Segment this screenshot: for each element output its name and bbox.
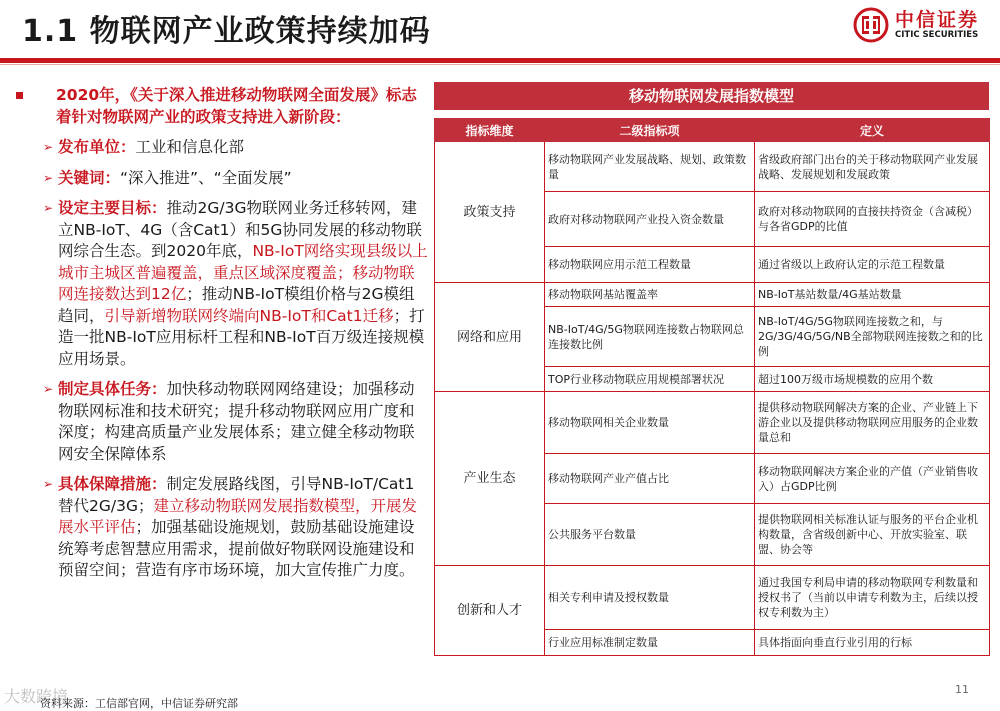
policy-text-column — [16, 84, 428, 582]
title-divider-thin — [0, 64, 1000, 65]
definition-cell: 超过100万级市场规模数的应用个数 — [755, 367, 990, 392]
title-divider — [0, 58, 1000, 63]
lead-paragraph — [16, 84, 428, 128]
dimension-cell: 政策支持 — [435, 142, 545, 283]
source-note: 资料来源：工信部官网，中信证券研究部 — [40, 697, 238, 710]
table-row — [435, 392, 990, 454]
goals-highlight-1: NB-IoT网络实现县级以上城市主城区普遍覆盖，重点区域深度覆盖；移动物联网连接数达到12亿 — [58, 242, 428, 303]
header-item: 二级指标项 — [545, 119, 755, 142]
arrow-bullet-icon: ➢ — [43, 201, 54, 215]
bullet-tasks — [16, 379, 428, 465]
table-row — [435, 283, 990, 307]
goals-text-3: ；打造一批NB-IoT应用标杆工程和NB-IoT百万级连接规模应用场景。 — [58, 306, 425, 368]
keywords-label: 关键词： — [58, 168, 121, 187]
definition-cell: NB-IoT/4G/5G物联网连接数之和，与2G/3G/4G/5G/NB全部物联网连接数之和的比例 — [755, 307, 990, 367]
item-cell: TOP行业移动物联应用规模部署状况 — [545, 367, 755, 392]
table-row — [435, 566, 990, 630]
publisher-label: 发布单位： — [58, 138, 136, 156]
keywords-value: “深入推进”、“全面发展” — [120, 168, 292, 187]
definition-cell: 具体指面向垂直行业引用的行标 — [755, 630, 990, 656]
item-cell: 移动物联网产业发展战略、规划、政策数量 — [545, 142, 755, 192]
logo-text-cn: 中信证券 — [895, 9, 980, 31]
bullet-publisher — [16, 137, 428, 159]
dimension-cell: 创新和人才 — [435, 566, 545, 656]
definition-cell: 提供物联网相关标准认证与服务的平台企业机构数量，含省级创新中心、开放实验室、联盟、协会等 — [755, 504, 990, 566]
goals-highlight-2: 引导新增物联网终端向NB-IoT和Cat1迁移 — [104, 306, 394, 325]
watermark-text: 大数跨境 — [4, 687, 69, 706]
arrow-bullet-icon: ➢ — [43, 140, 54, 154]
definition-cell: 省级政府部门出台的关于移动物联网产业发展战略、发展规划和发展政策 — [755, 142, 990, 192]
citic-logo-icon — [853, 7, 889, 43]
definition-cell: 提供移动物联网解决方案的企业、产业链上下游企业以及提供移动物联网应用服务的企业数量总和 — [755, 392, 990, 454]
item-cell: 相关专利申请及授权数量 — [545, 566, 755, 630]
item-cell: 政府对移动物联网产业投入资金数量 — [545, 192, 755, 247]
header-definition: 定义 — [755, 119, 990, 142]
square-bullet-icon — [16, 92, 23, 99]
company-logo — [853, 3, 993, 49]
bullet-measures — [16, 474, 428, 582]
logo-text-en: CITIC SECURITIES — [895, 30, 979, 40]
table-header-row — [435, 119, 990, 142]
measures-text-2: ；加强基础设施规划，鼓励基础设施建设统筹考虑智慧应用需求，提前做好物联网设施建设和预留空间；营造有序市场环境，加大宣传推广力度。 — [58, 518, 415, 579]
bullet-goals — [16, 198, 428, 370]
definition-cell: 移动物联网解决方案企业的产值（产业销售收入）占GDP比例 — [755, 454, 990, 504]
goals-label: 设定主要目标： — [58, 199, 167, 217]
item-cell: 行业应用标准制定数量 — [545, 630, 755, 656]
arrow-bullet-icon: ➢ — [43, 170, 54, 185]
measures-label: 具体保障措施： — [58, 475, 167, 493]
tasks-label: 制定具体任务： — [58, 380, 167, 398]
table-title: 移动物联网发展指数模型 — [434, 82, 989, 110]
item-cell: 移动物联网产业产值占比 — [545, 454, 755, 504]
tasks-value: 加快移动物联网网络建设；加强移动物联网标准和技术研究；提升移动物联网应用广度和深度；构建高质量产业发展体系；建立健全移动物联网安全保障体系 — [58, 380, 415, 463]
definition-cell: 政府对移动物联网的直接扶持资金（含减税）与各省GDP的比值 — [755, 192, 990, 247]
lead-text: 2020年，《关于深入推进移动物联网全面发展》标志着针对物联网产业的政策支持进入新阶段： — [56, 86, 417, 126]
dimension-cell: 网络和应用 — [435, 283, 545, 392]
measures-highlight-1: 建立移动物联网发展指数模型，开展发展水平评估 — [58, 496, 417, 536]
publisher-value: 工业和信息化部 — [135, 138, 245, 156]
goals-text-1: 推动2G/3G物联网业务迁移转网，建立NB-IoT、4G（含Cat1）和5G协同发展的移动物联网综合生态。到2020年底， — [58, 199, 422, 260]
measures-text-1: 制定发展路线图，引导NB-IoT/Cat1替代2G/3G； — [58, 475, 415, 515]
arrow-bullet-icon: ➢ — [43, 477, 54, 491]
dimension-cell: 产业生态 — [435, 392, 545, 566]
arrow-bullet-icon: ➢ — [43, 382, 54, 396]
definition-cell: 通过我国专利局申请的移动物联网专利数量和授权书了（当前以申请专利数为主，后续以授权专利数为主） — [755, 566, 990, 630]
item-cell: 移动物联网应用示范工程数量 — [545, 247, 755, 283]
item-cell: 公共服务平台数量 — [545, 504, 755, 566]
item-cell: 移动物联网基站覆盖率 — [545, 283, 755, 307]
bullet-keywords — [16, 168, 428, 190]
goals-text-2: ；推动NB-IoT模组价格与2G模组趋同， — [58, 285, 415, 325]
item-cell: NB-IoT/4G/5G物联网连接数占物联网总连接数比例 — [545, 307, 755, 367]
definition-cell: 通过省级以上政府认定的示范工程数量 — [755, 247, 990, 283]
definition-cell: NB-IoT基站数量/4G基站数量 — [755, 283, 990, 307]
header-dimension: 指标维度 — [435, 119, 545, 142]
item-cell: 移动物联网相关企业数量 — [545, 392, 755, 454]
page-number: 11 — [955, 683, 969, 696]
index-model-table — [434, 118, 990, 656]
table-row — [435, 142, 990, 192]
page-title: 1.1 物联网产业政策持续加码 — [22, 14, 431, 49]
